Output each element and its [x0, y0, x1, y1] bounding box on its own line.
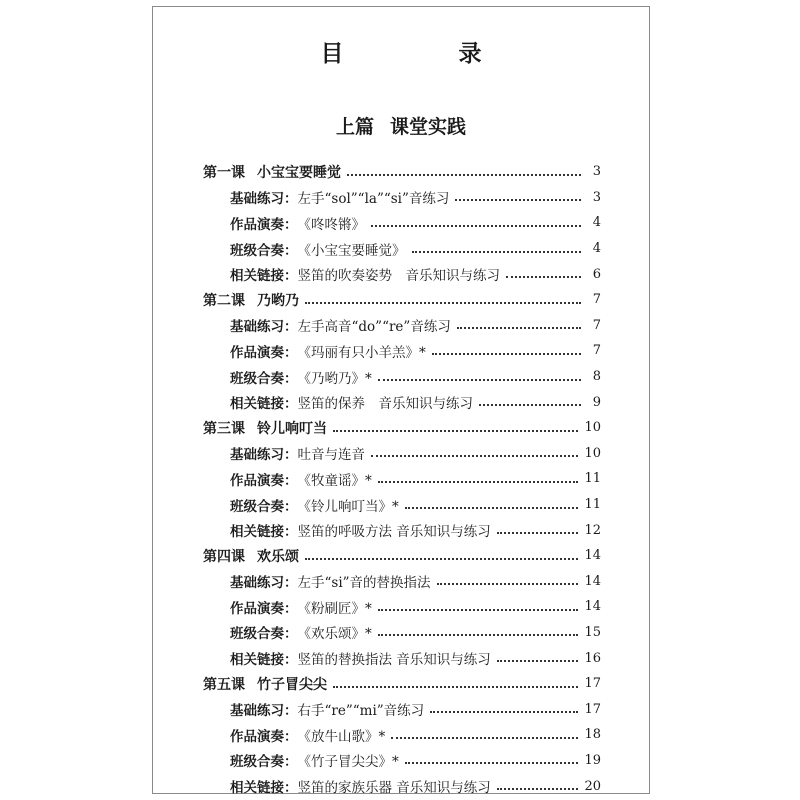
item-text: 竖笛的替换指法 音乐知识与练习 [297, 652, 491, 669]
lesson-title: 欢乐颂 [257, 548, 299, 565]
dot-leader [432, 353, 581, 355]
item-text: 竖笛的家族乐器 音乐知识与练习 [297, 780, 491, 797]
dot-leader [455, 199, 581, 201]
page-number: 14 [584, 599, 601, 615]
page-number: 4 [592, 215, 601, 231]
page-number: 15 [584, 624, 601, 640]
dot-leader [405, 762, 579, 764]
page-number: 19 [584, 752, 601, 768]
dot-leader [430, 711, 578, 713]
toc-item-row [203, 773, 601, 799]
dot-leader [371, 455, 578, 457]
item-text: 左手高音“do”“re”音练习 [297, 319, 451, 336]
page-number: 18 [584, 727, 601, 743]
dot-leader [506, 276, 581, 278]
item-label: 相关链接： [230, 652, 298, 669]
dot-leader [378, 634, 579, 636]
dot-leader [412, 251, 582, 253]
dot-leader [305, 302, 581, 304]
toc-item-row [203, 236, 601, 262]
item-text: 竖笛的保养 音乐知识与练习 [297, 396, 473, 413]
lesson-number: 第四课 [203, 548, 245, 565]
toc-lesson-row [203, 671, 601, 697]
part-name: 上篇 [335, 116, 374, 138]
item-text: 《欢乐颂》* [297, 626, 372, 643]
item-text: 左手“si”音的替换指法 [297, 575, 431, 592]
lesson-number: 第五课 [203, 676, 245, 693]
book-page [152, 6, 650, 797]
dot-leader [457, 327, 581, 329]
page-number: 8 [592, 369, 601, 385]
lesson-number: 第二课 [203, 292, 245, 309]
page-number: 20 [584, 778, 601, 794]
item-label: 作品演奏： [230, 472, 298, 489]
page-number: 10 [584, 445, 601, 461]
item-text: 《牧童谣》* [297, 472, 372, 489]
table-of-contents [203, 159, 601, 799]
toc-item-row [203, 210, 601, 236]
item-label: 班级合奏： [230, 242, 298, 259]
toc-item-row [203, 594, 601, 620]
item-label: 相关链接： [230, 396, 298, 413]
item-label: 基础练习： [230, 703, 298, 720]
toc-item-row [203, 261, 601, 287]
dot-leader [305, 558, 578, 560]
dot-leader [333, 686, 578, 688]
dot-leader [378, 379, 581, 381]
toc-item-row [203, 645, 601, 671]
page-number: 3 [592, 189, 601, 205]
toc-item-row [203, 364, 601, 390]
item-label: 班级合奏： [230, 370, 298, 387]
item-label: 基础练习： [230, 191, 298, 208]
item-label: 相关链接： [230, 524, 298, 541]
lesson-title: 乃哟乃 [257, 292, 299, 309]
lesson-number: 第三课 [203, 420, 245, 437]
item-text: 《玛丽有只小羊羔》* [297, 344, 426, 361]
item-label: 基础练习： [230, 447, 298, 464]
item-text: 吐音与连音 [297, 447, 365, 464]
toc-item-row [203, 748, 601, 774]
lesson-title: 竹子冒尖尖 [257, 676, 327, 693]
page-number: 6 [592, 266, 601, 282]
toc-lesson-row [203, 415, 601, 441]
page-number: 4 [592, 241, 601, 257]
toc-item-row [203, 185, 601, 211]
page-title: 目 录 [320, 40, 528, 67]
toc-lesson-row [203, 543, 601, 569]
lesson-title: 小宝宝要睡觉 [257, 164, 341, 181]
item-label: 班级合奏： [230, 626, 298, 643]
dot-leader [371, 225, 581, 227]
dot-leader [479, 404, 581, 406]
item-label: 作品演奏： [230, 600, 298, 617]
page-number: 7 [592, 343, 601, 359]
dot-leader [378, 481, 579, 483]
item-text: 《小宝宝要睡觉》 [297, 242, 406, 259]
toc-item-row [203, 722, 601, 748]
dot-leader [497, 788, 579, 790]
item-label: 班级合奏： [230, 498, 298, 515]
page-number: 7 [592, 317, 601, 333]
page-number: 11 [584, 497, 601, 513]
item-label: 班级合奏： [230, 754, 298, 771]
item-label: 作品演奏： [230, 216, 298, 233]
page-number: 17 [584, 701, 601, 717]
dot-leader [347, 174, 581, 176]
toc-item-row [203, 569, 601, 595]
dot-leader [333, 430, 578, 432]
dot-leader [497, 660, 579, 662]
dot-leader [497, 532, 579, 534]
lesson-title: 铃儿响叮当 [257, 420, 327, 437]
page-number: 12 [584, 522, 601, 538]
item-text: 《放牛山歌》* [297, 728, 386, 745]
item-text: 《粉刷匠》* [297, 600, 372, 617]
item-text: 竖笛的吹奏姿势 音乐知识与练习 [297, 268, 500, 285]
toc-item-row [203, 389, 601, 415]
item-text: 右手“re”“mi”音练习 [297, 703, 425, 720]
part-heading [153, 112, 649, 139]
page-number: 14 [584, 548, 601, 564]
lesson-number: 第一课 [203, 164, 245, 181]
item-label: 作品演奏： [230, 344, 298, 361]
toc-item-row [203, 338, 601, 364]
item-label: 相关链接： [230, 268, 298, 285]
dot-leader [391, 737, 578, 739]
item-label: 基础练习： [230, 319, 298, 336]
toc-item-row [203, 696, 601, 722]
page-number: 16 [584, 650, 601, 666]
page-number: 11 [584, 471, 601, 487]
item-text: 竖笛的呼吸方法 音乐知识与练习 [297, 524, 491, 541]
item-label: 基础练习： [230, 575, 298, 592]
toc-item-row [203, 466, 601, 492]
dot-leader [437, 583, 579, 585]
item-text: 《竹子冒尖尖》* [297, 754, 399, 771]
item-text: 《铃儿响叮当》* [297, 498, 399, 515]
page-number: 3 [592, 164, 601, 180]
item-text: 《乃哟乃》* [297, 370, 372, 387]
item-label: 相关链接： [230, 780, 298, 797]
page-number: 17 [584, 676, 601, 692]
toc-item-row [203, 517, 601, 543]
item-label: 作品演奏： [230, 728, 298, 745]
item-text: 《咚咚锵》 [297, 216, 365, 233]
part-title: 课堂实践 [390, 116, 467, 138]
toc-lesson-row [203, 159, 601, 185]
page-number: 7 [592, 292, 601, 308]
toc-item-row [203, 313, 601, 339]
page-number: 14 [584, 573, 601, 589]
dot-leader [378, 609, 579, 611]
page-number: 10 [584, 420, 601, 436]
toc-item-row [203, 620, 601, 646]
page-number: 9 [592, 394, 601, 410]
item-text: 左手“sol”“la”“si”音练习 [297, 191, 450, 208]
toc-item-row [203, 441, 601, 467]
dot-leader [405, 507, 579, 509]
toc-item-row [203, 492, 601, 518]
toc-lesson-row [203, 287, 601, 313]
